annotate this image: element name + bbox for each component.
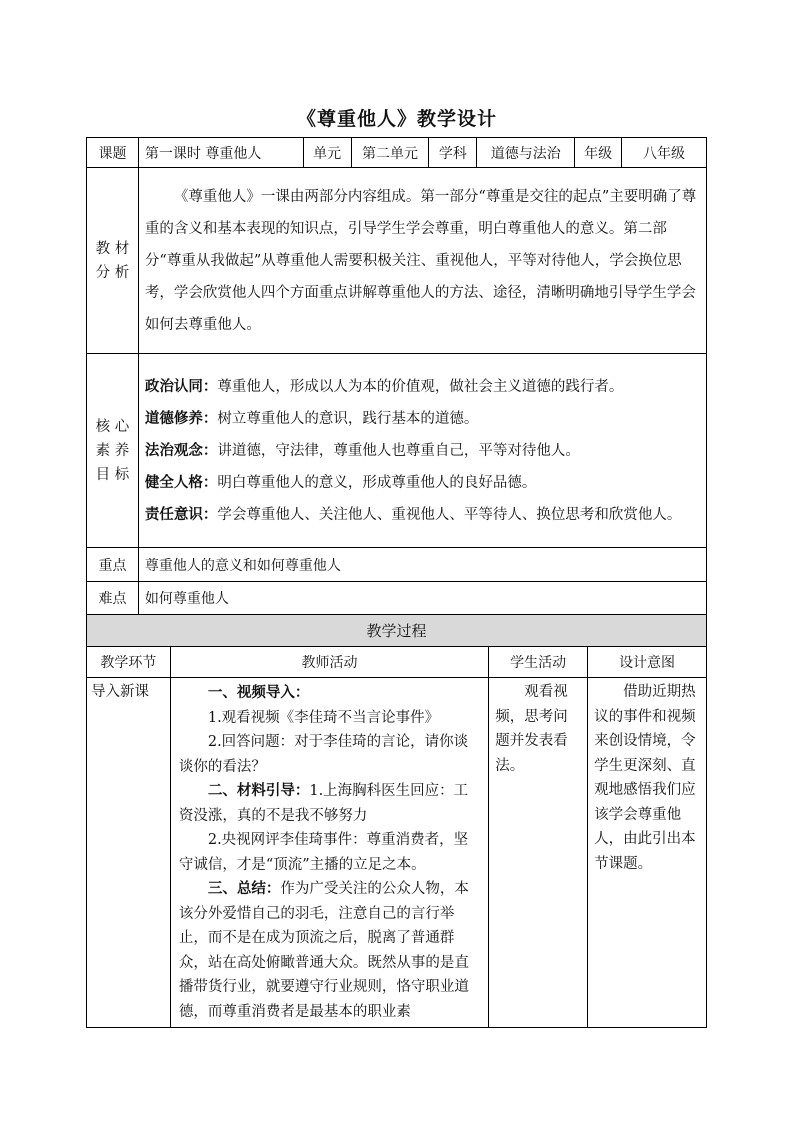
teacher-section-3-title: 三、总结：: [207, 880, 281, 897]
core-item-text: 学会尊重他人、关注他人、重视他人、平等待人、换位思考和欣赏他人。: [217, 506, 682, 523]
grade-label: 年级: [575, 138, 622, 168]
core-item-law: [145, 435, 700, 467]
lesson-info-table: [86, 137, 707, 615]
teacher-section-3-text: 作为广受关注的公众人物，本该分外爱惜自己的羽毛，注意自己的言行举止，而不是在成为顶流之后，脱离了普通群众，站在高处俯瞰普通大众。既然从事的是直播带货行业，就要遵守行业规则，恪守职业道德，而尊重消费者是最基本的职业素: [178, 881, 469, 1020]
intro-row: [87, 678, 707, 1028]
teacher-step-cctv: 2.央视网评李佳琦事件：尊重消费者，坚守诚信，才是“顶流”主播的立足之本。: [178, 832, 469, 873]
core-item-text: 尊重他人，形成以人为本的价值观，做社会主义道德的践行者。: [217, 378, 624, 395]
core-item-text: 树立尊重他人的意识，践行基本的道德。: [217, 410, 479, 427]
page-title: 《尊重他人》教学设计: [296, 108, 497, 130]
core-item-text: 讲道德，守法律，尊重他人也尊重自己，平等对待他人。: [217, 442, 580, 459]
analysis-row: [87, 168, 707, 354]
difficulty-value: 如何尊重他人: [138, 582, 706, 615]
analysis-text-cell: [138, 168, 706, 354]
core-item-key: 政治认同：: [144, 377, 218, 395]
core-label: [87, 354, 139, 548]
col-teacher-header: 教师活动: [170, 647, 488, 678]
col-intent-header: 设计意图: [588, 647, 707, 678]
difficulty-row: [87, 582, 707, 615]
core-item-morality: [145, 403, 700, 435]
core-item-key: 责任意识：: [144, 505, 218, 523]
core-item-politics: [145, 371, 700, 403]
info-row: [87, 138, 707, 168]
teacher-step-video: 1.观看视频《李佳琦不当言论事件》: [207, 709, 440, 726]
core-row: [87, 354, 707, 548]
core-label-line1: 核 心: [95, 418, 130, 435]
teaching-process-table: [86, 614, 707, 1028]
core-label-line2: 素 养: [95, 442, 130, 459]
col-student-header: 学生活动: [489, 647, 588, 678]
process-columns-row: [87, 647, 707, 678]
student-activity-text: 观看视频，思考问题并发表看法。: [495, 684, 568, 774]
key-point-row: [87, 548, 707, 582]
subject-label: 学科: [429, 138, 477, 168]
design-intent-cell: [588, 678, 707, 1028]
process-header: 教学过程: [87, 615, 707, 647]
teacher-section-2-title: 二、材料引导：: [207, 782, 310, 799]
teacher-section-1-title-text: 一、视频导入：: [207, 684, 310, 701]
teacher-activity-cell: [170, 678, 488, 1028]
core-label-line3: 目 标: [95, 466, 130, 483]
key-point-value: 尊重他人的意义和如何尊重他人: [138, 548, 706, 582]
key-point-label: 重点: [87, 548, 139, 582]
teacher-section-1-title: [179, 681, 478, 706]
teacher-section-2: [179, 779, 478, 828]
analysis-label-line1: 教 材: [95, 240, 130, 257]
analysis-text: 《尊重他人》一课由两部分内容组成。第一部分“尊重是交往的起点”主要明确了尊重的含义和基本表现的知识点，引导学生学会尊重，明白尊重他人的意义。第二部分“尊重从我做起”从尊重他人需要积极关注、重视他人，平等对待他人，学会换位思考，学会欣赏他人四个方面重点讲解尊重他人的方法、途径，清晰明确地引导学生学会如何去尊重他人。: [144, 188, 697, 333]
analysis-label-line2: 分 析: [95, 264, 130, 281]
lesson-label: 课题: [87, 138, 139, 168]
core-item-key: 道德修养：: [144, 409, 218, 427]
core-item-responsibility: [145, 499, 700, 531]
core-item-key: 法治观念：: [144, 441, 218, 459]
teacher-step-question: 2.回答问题：对于李佳琦的言论，请你谈谈你的看法？: [178, 734, 469, 775]
difficulty-label: 难点: [87, 582, 139, 615]
student-activity-cell: [489, 678, 588, 1028]
stage-name: 导入新课: [91, 684, 149, 700]
teacher-section-2-text: 1.上海胸科医生回应：工资没涨，真的不是我不够努力: [178, 783, 469, 824]
core-item-key: 健全人格：: [144, 473, 218, 491]
design-intent-text: 借助近期热议的事件和视频来创设情境，令学生更深刻、直观地感悟我们应该学会尊重他人，由此引出本节课题。: [594, 684, 696, 872]
stage-cell: [87, 678, 171, 1028]
unit-label: 单元: [303, 138, 351, 168]
lesson-value: 第一课时 尊重他人: [138, 138, 303, 168]
core-item-text: 明白尊重他人的意义，形成尊重他人的良好品德。: [217, 474, 537, 491]
analysis-label: [87, 168, 139, 354]
subject-value: 道德与法治: [477, 138, 575, 168]
grade-value: 八年级: [622, 138, 707, 168]
core-goals: [138, 354, 706, 548]
core-item-personality: [145, 467, 700, 499]
unit-value: 第二单元: [351, 138, 429, 168]
teacher-section-3: [179, 877, 478, 1024]
col-stage-header: 教学环节: [87, 647, 171, 678]
process-header-row: [87, 615, 707, 647]
